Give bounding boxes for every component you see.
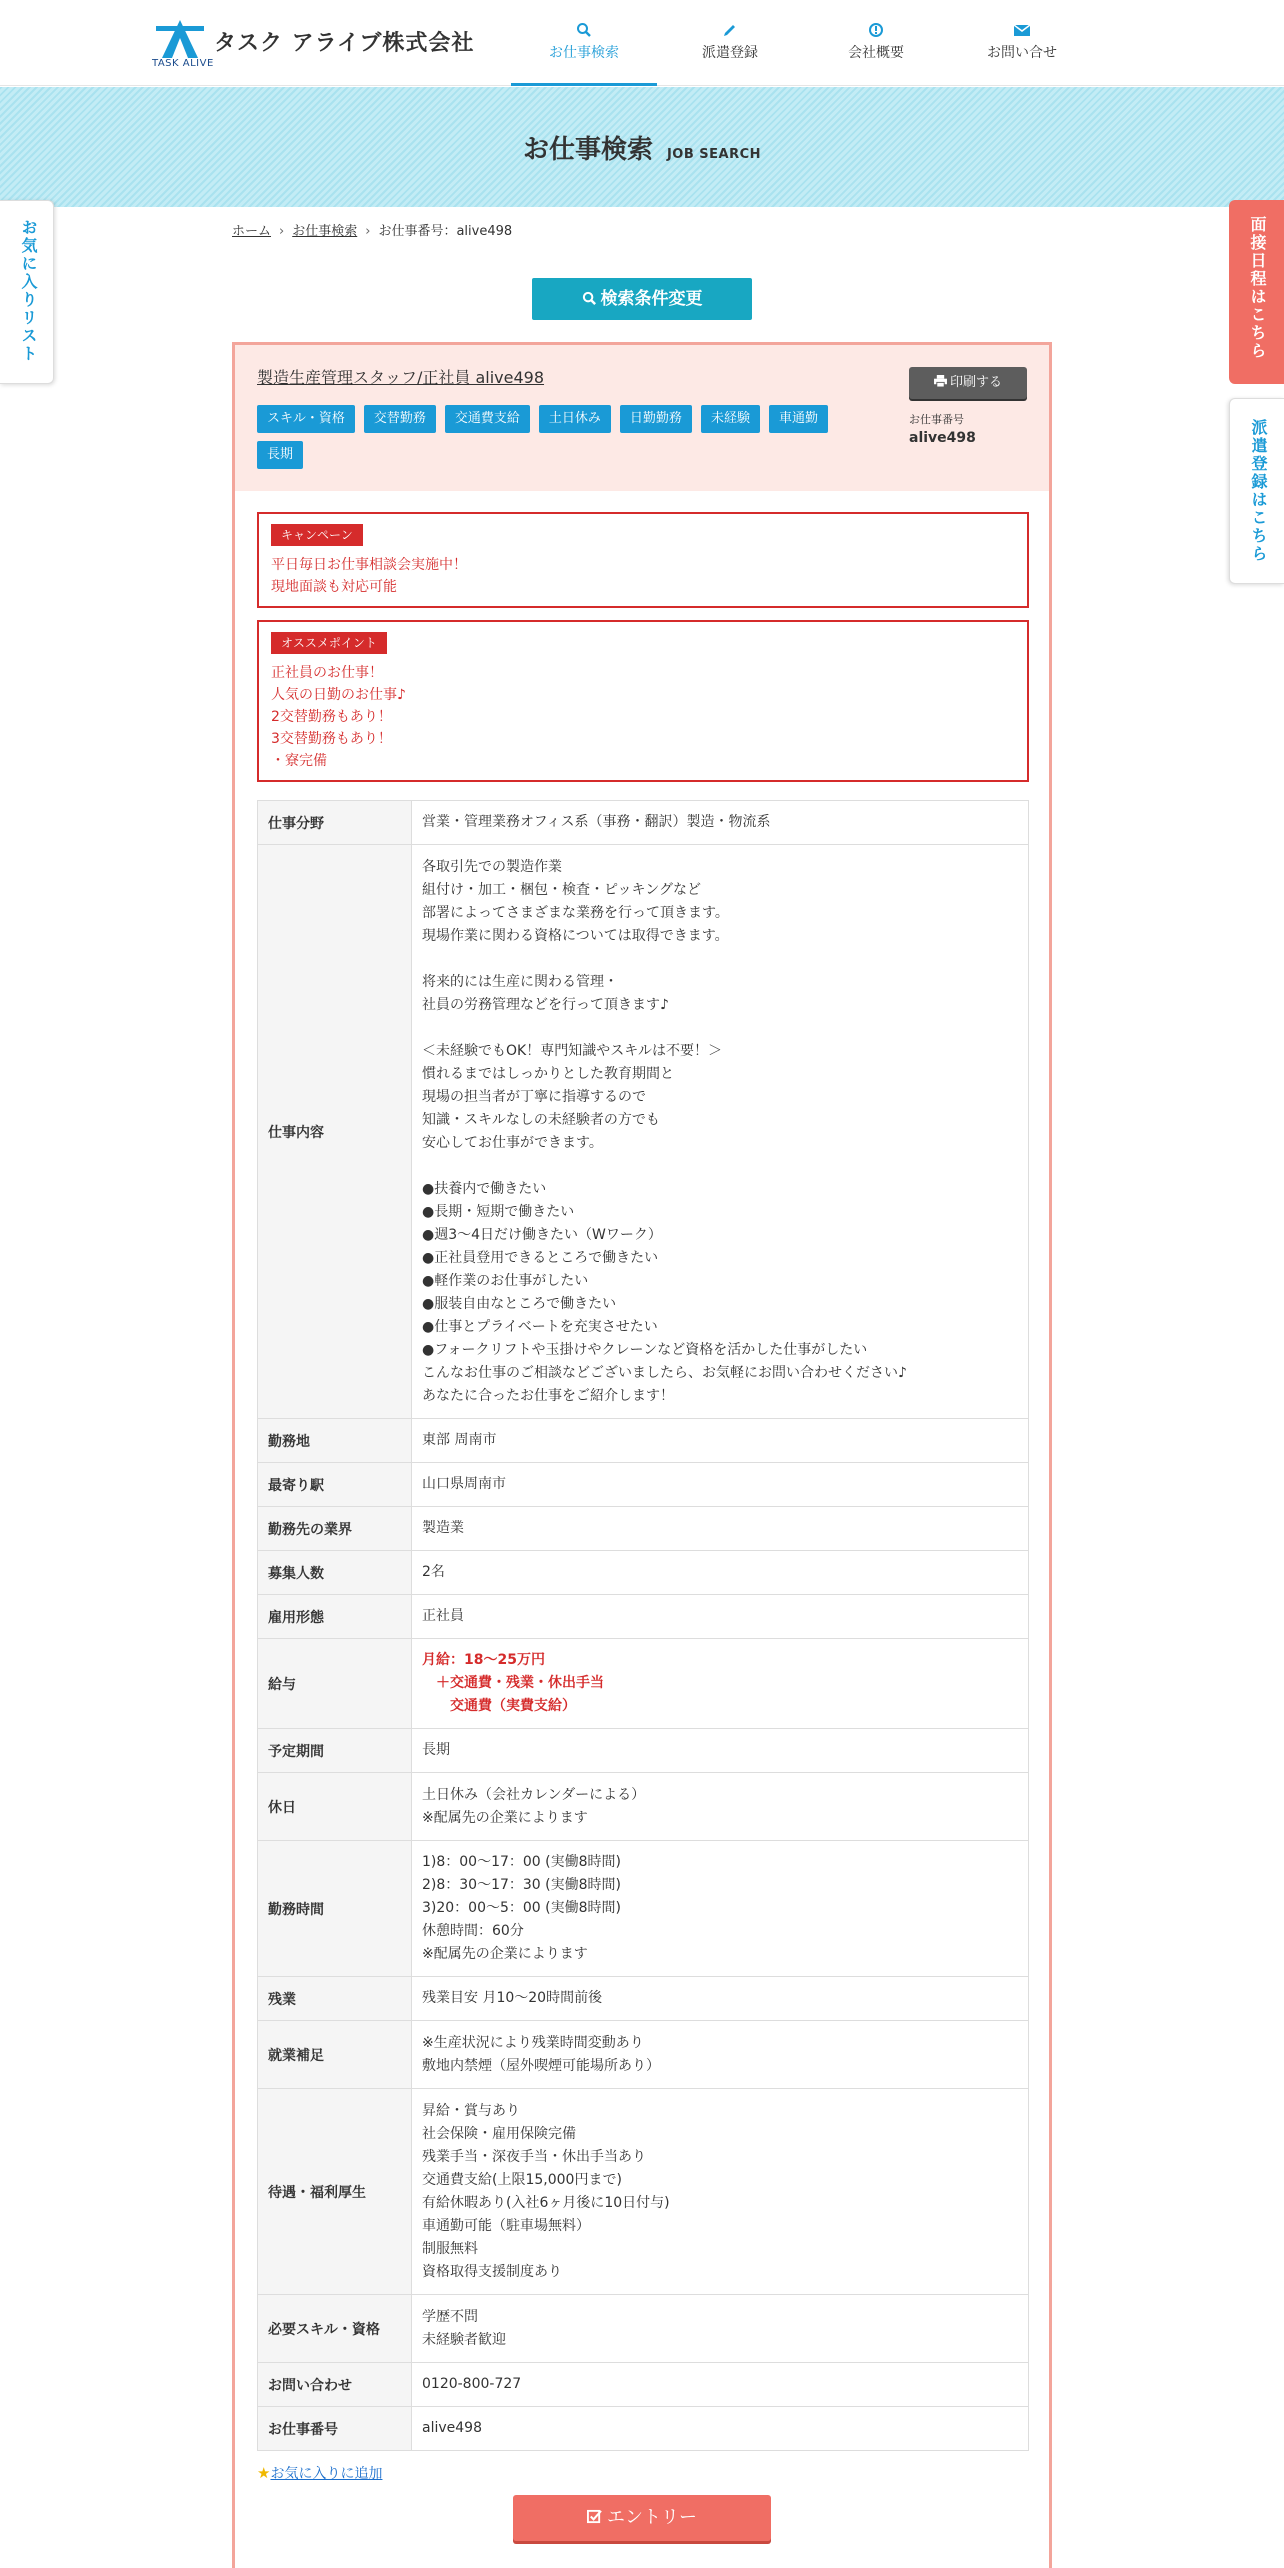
change-search-label: 検索条件変更 [600,289,703,309]
info-icon [803,22,949,42]
detail-row-period [258,1729,1029,1773]
detail-row-supplement [258,2021,1029,2089]
detail-label: 募集人数 [258,1551,412,1595]
registration-label: 派遣登録はこちら [1249,419,1268,563]
detail-label: 最寄り駅 [258,1463,412,1507]
breadcrumb-current: お仕事番号：alive498 [378,224,513,239]
nav-registration[interactable] [657,0,803,86]
entry-label: エントリー [607,2507,697,2528]
job-tag[interactable]: スキル・資格 [257,405,355,433]
page-title-en: JOB SEARCH [666,147,762,162]
detail-row-station [258,1463,1029,1507]
printer-icon [934,375,947,387]
detail-row-salary [258,1639,1029,1729]
entry-button[interactable] [513,2495,771,2541]
job-tag[interactable]: 日勤勤務 [620,405,692,433]
job-card [232,342,1052,2568]
detail-label: 残業 [258,1977,412,2021]
job-tag[interactable]: 長期 [257,441,303,469]
detail-value: 東部 周南市 [412,1419,1029,1463]
detail-label: お仕事番号 [258,2407,412,2451]
recommend-line: ・寮完備 [271,753,327,769]
job-detail-table [257,800,1029,2451]
detail-row-field [258,801,1029,845]
detail-label: 雇用形態 [258,1595,412,1639]
job-tag[interactable]: 交替勤務 [364,405,436,433]
detail-row-employment [258,1595,1029,1639]
detail-label: 仕事分野 [258,801,412,845]
detail-row-jobno [258,2407,1029,2451]
detail-label: 勤務時間 [258,1841,412,1977]
logo-mark-icon [154,18,210,62]
detail-label: 就業補足 [258,2021,412,2089]
detail-value: 昇給・賞与あり 社会保険・雇用保険完備 残業手当・深夜手当・休出手当あり 交通費支給(上限15,000円まで) 有給休暇あり(入社6ヶ月後に10日付与) 車通勤可能（駐車場無料） 制服無料 資格取得支援制度あり [412,2089,1029,2295]
detail-label: 仕事内容 [258,845,412,1419]
job-tag[interactable]: 車通勤 [769,405,828,433]
job-card-header [235,345,1049,491]
campaign-badge: キャンペーン [271,524,363,546]
add-to-favorites-link[interactable] [257,2463,382,2483]
site-logo[interactable] [150,18,475,72]
breadcrumb-job-search[interactable]: お仕事検索 [292,224,358,239]
print-label: 印刷する [949,375,1002,390]
breadcrumb [232,220,512,239]
registration-tab[interactable] [1229,398,1284,584]
detail-row-overtime [258,1977,1029,2021]
recommend-line: 2交替勤務もあり！ [271,709,392,725]
envelope-icon [949,22,1095,42]
detail-value: 残業目安 月10～20時間前後 [412,1977,1029,2021]
nav-label: お仕事検索 [549,45,619,61]
campaign-line: 平日毎日お仕事相談会実施中！ [271,557,467,573]
detail-value: 2名 [412,1551,1029,1595]
detail-label: 勤務地 [258,1419,412,1463]
pencil-icon [657,22,803,42]
detail-value: 正社員 [412,1595,1029,1639]
detail-row-industry [258,1507,1029,1551]
detail-row-benefits [258,2089,1029,2295]
company-name: タスク アライブ株式会社 [214,31,475,56]
chevron-right-icon: › [279,224,285,239]
detail-label: 予定期間 [258,1729,412,1773]
search-icon [582,291,597,306]
print-button[interactable] [909,367,1027,399]
nav-company[interactable] [803,0,949,86]
recommend-box [257,620,1029,782]
detail-label: 休日 [258,1773,412,1841]
nav-job-search[interactable] [511,0,657,86]
breadcrumb-home[interactable]: ホーム [232,224,272,239]
job-number-value: alive498 [909,430,976,446]
chevron-right-icon: › [365,224,371,239]
detail-value: 1)8：00～17：00 (実働8時間) 2)8：30～17：30 (実働8時間) 3)20：00～5：00 (実働8時間) 休憩時間：60分 ※配属先の企業によります [412,1841,1029,1977]
detail-value: 営業・管理業務オフィス系（事務・翻訳）製造・物流系 [412,801,1029,845]
detail-row-skills [258,2295,1029,2363]
logo-subtitle: TASK ALIVE [152,58,214,69]
change-search-button[interactable] [532,278,752,320]
detail-row-holiday [258,1773,1029,1841]
page-title [0,129,1284,166]
job-tag[interactable]: 交通費支給 [445,405,530,433]
detail-row-content [258,845,1029,1419]
interview-schedule-tab[interactable] [1229,200,1284,384]
interview-schedule-label: 面接日程はこちら [1248,216,1267,360]
checkbox-icon [587,2509,602,2524]
job-number-label: お仕事番号 [909,413,964,426]
add-to-favorites-label: お気に入りに追加 [270,2466,383,2482]
campaign-line: 現地面談も対応可能 [271,579,397,595]
job-tags [257,405,877,469]
job-title[interactable]: 製造生産管理スタッフ/正社員 alive498 [257,368,545,387]
detail-value: 製造業 [412,1507,1029,1551]
site-header [0,0,1284,86]
detail-label: 給与 [258,1639,412,1729]
campaign-box [257,512,1029,608]
detail-label: お問い合わせ [258,2363,412,2407]
detail-value: alive498 [412,2407,1029,2451]
detail-row-location [258,1419,1029,1463]
detail-label: 待遇・福利厚生 [258,2089,412,2295]
detail-value: 月給：18～25万円 ＋交通費・残業・休出手当 交通費（実費支給） [412,1639,1029,1729]
detail-value: 長期 [412,1729,1029,1773]
recommend-badge: オススメポイント [271,632,387,654]
nav-label: 会社概要 [848,45,904,61]
detail-label: 必要スキル・資格 [258,2295,412,2363]
detail-value: 0120-800-727 [412,2363,1029,2407]
detail-label: 勤務先の業界 [258,1507,412,1551]
detail-value: 学歴不問 未経験者歓迎 [412,2295,1029,2363]
job-tag[interactable]: 未経験 [701,405,760,433]
search-icon [511,22,657,42]
page-hero [0,87,1284,207]
nav-label: 派遣登録 [702,45,758,61]
detail-row-hours [258,1841,1029,1977]
page-title-jp: お仕事検索 [522,135,653,165]
job-tag[interactable]: 土日休み [539,405,611,433]
global-nav [511,0,1095,86]
star-icon: ★ [257,2464,271,2482]
nav-contact[interactable] [949,0,1095,86]
recommend-line: 人気の日勤のお仕事♪ [271,687,406,703]
detail-value: ※生産状況により残業時間変動あり 敷地内禁煙（屋外喫煙可能場所あり） [412,2021,1029,2089]
recommend-line: 3交替勤務もあり！ [271,731,392,747]
detail-value: 山口県周南市 [412,1463,1029,1507]
favorites-list-label: お気に入りリスト [19,219,38,363]
detail-row-headcount [258,1551,1029,1595]
nav-label: お問い合せ [987,45,1057,61]
recommend-line: 正社員のお仕事！ [271,665,383,681]
detail-value: 各取引先での製造作業 組付け・加工・梱包・検査・ピッキングなど 部署によってさまざまな業務を行って頂きます。 現場作業に関わる資格については取得できます。 将来的には生産に関わる管理・ 社員の労務管理などを行って頂きます♪ ＜未経験でもOK！専門知識やスキルは不要！＞ 慣れるまではしっかりとした教育期間と 現場の担当者が丁寧に指導するので 知識・スキルなしの未経験者の方でも 安心してお仕事ができます。 ●扶養内で働きたい ●長期・短期で働きたい ●週3～4日だけ働きたい（Wワーク） ●正社員登用できるところで働きたい ●軽作業のお仕事がしたい ●服装自由なところで働きたい ●仕事とプライベートを充実させたい ●フォークリフトや玉掛けやクレーンなど資格を活かした仕事がしたい こんなお仕事のご相談などございましたら、お気軽にお問い合わせください♪ あなたに合ったお仕事をご紹介します！ [412,845,1029,1419]
detail-row-contact [258,2363,1029,2407]
favorites-list-tab[interactable] [0,200,54,384]
detail-value: 土日休み（会社カレンダーによる） ※配属先の企業によります [412,1773,1029,1841]
